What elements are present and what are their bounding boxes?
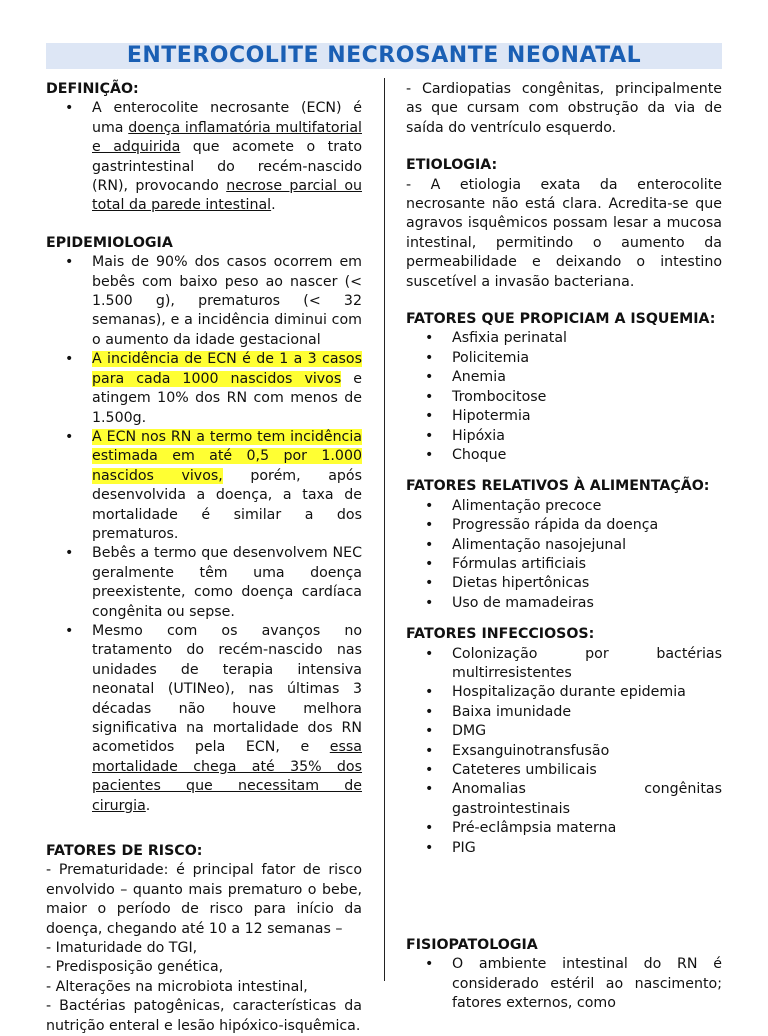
fatores-risco-heading: FATORES DE RISCO: [46,843,203,860]
list-item: • Policitemia [406,349,722,368]
list-item: • Baixa imunidade [406,703,722,722]
title-bar [46,43,722,69]
list-item: • Exsanguinotransfusão [406,742,722,761]
list-item: • Cateteres umbilicais [406,761,722,780]
list-item: • Progressão rápida da doença [406,516,722,535]
list-item: • Dietas hipertônicas [406,574,722,593]
continuation-text: - Cardiopatias congênitas, principalmente as que cursam com obstrução da via de saída do ventrículo esquerdo. [406,81,722,136]
list-item: • Anemia [406,368,722,387]
list-item: • Uso de mamadeiras [406,594,722,613]
risco-line: - Imaturidade do TGI, [46,940,198,957]
risco-line: - Prematuridade: é principal fator de risco envolvido – quanto mais prematuro o bebe, maior o período de risco para início da doença, chegando até 10 a 12 semanas – [46,862,362,937]
risco-line: - Predisposição genética, [46,959,224,976]
list-item: • DMG [406,722,722,741]
risco-line: - Alterações na microbiota intestinal, [46,978,308,995]
definicao-list [46,99,362,215]
list-item: • Bebês a termo que desenvolvem NEC geralmente têm uma doença preexistente, como doença cardíaca congênita ou sepse. [46,544,362,622]
highlight: A incidência de ECN é de 1 a 3 casos para cada 1000 nascidos vivos [92,351,362,387]
list-item: • PIG [406,839,722,858]
fisiopatologia-list [406,955,722,1013]
highlight: A ECN nos RN a termo tem incidência estimada em até 0,5 por 1.000 nascidos vivos, [92,428,362,484]
list-item: • Trombocitose [406,388,722,407]
list-item: • Alimentação nasojejunal [406,536,722,555]
list-item: • Mais de 90% dos casos ocorrem em bebês com baixo peso ao nascer (< 1.500 g), prematuros (< 32 semanas), e a incidência diminui com o aumento da idade gestacional [46,253,362,350]
infecciosos-list [406,645,722,858]
list-item: • Pré-eclâmpsia materna [406,819,722,838]
etiologia-text: - A etiologia exata da enterocolite necrosante não está clara. Acredita-se que agravos isquêmicos possam lesar a mucosa intestinal, permitindo o aumento da permeabilidade e deixando o intestino suscetível a invasão bacteriana. [406,176,722,290]
column-divider [384,78,385,981]
list-item: • Hipóxia [406,427,722,446]
alimentacao-list [406,497,722,613]
list-item: • Choque [406,446,722,465]
alimentacao-heading: FATORES RELATIVOS À ALIMENTAÇÃO: [406,478,710,495]
epidemiologia-list [46,253,362,816]
etiologia-heading: ETIOLOGIA: [406,157,498,174]
isquemia-heading: FATORES QUE PROPICIAM A ISQUEMIA: [406,311,716,328]
right-column [406,80,722,1014]
list-item: • Hipotermia [406,407,722,426]
list-item: • A enterocolite necrosante (ECN) é uma doença inflamatória multifatorial e adquirida que acomete o trato gastrintestinal do recém-nascido (RN), provocando necrose parcial ou total da parede intestinal. [46,99,362,215]
definicao-heading: DEFINIÇÃO: [46,81,139,97]
document-title: ENTEROCOLITE NECROSANTE NEONATAL [126,43,642,68]
left-column [46,80,362,1036]
risco-line: - Bactérias patogênicas, características da nutrição enteral e lesão hipóxico-isquêmica. [46,998,362,1034]
fisiopatologia-heading: FISIOPATOLOGIA [406,937,538,954]
list-item: • Anomalias congênitas gastrointestinais [406,780,722,819]
list-item: • Mesmo com os avanços no tratamento do recém-nascido nas unidades de terapia intensiva neonatal (UTINeo), nas últimas 3 décadas não houve melhora significativa na mortalidade dos RN acometidos pela ECN, e essa mortalidade chega até 35% dos pacientes que necessitam de cirurgia. [46,622,362,816]
epidemiologia-heading: EPIDEMIOLOGIA [46,234,173,251]
list-item: • Alimentação precoce [406,497,722,516]
list-item: • Asfixia perinatal [406,329,722,348]
isquemia-list [406,329,722,465]
list-item: • Fórmulas artificiais [406,555,722,574]
list-item: • A incidência de ECN é de 1 a 3 casos para cada 1000 nascidos vivos e atingem 10% dos RN com menos de 1.500g. [46,350,362,428]
list-item: • Hospitalização durante epidemia [406,683,722,702]
list-item: • A ECN nos RN a termo tem incidência estimada em até 0,5 por 1.000 nascidos vivos, porém, após desenvolvida a doença, a taxa de mortalidade é similar a dos prematuros. [46,428,362,544]
infecciosos-heading: FATORES INFECCIOSOS: [406,626,595,643]
list-item: • O ambiente intestinal do RN é considerado estéril ao nascimento; fatores externos, como [406,955,722,1013]
list-item: • Colonização por bactérias multirresistentes [406,645,722,684]
